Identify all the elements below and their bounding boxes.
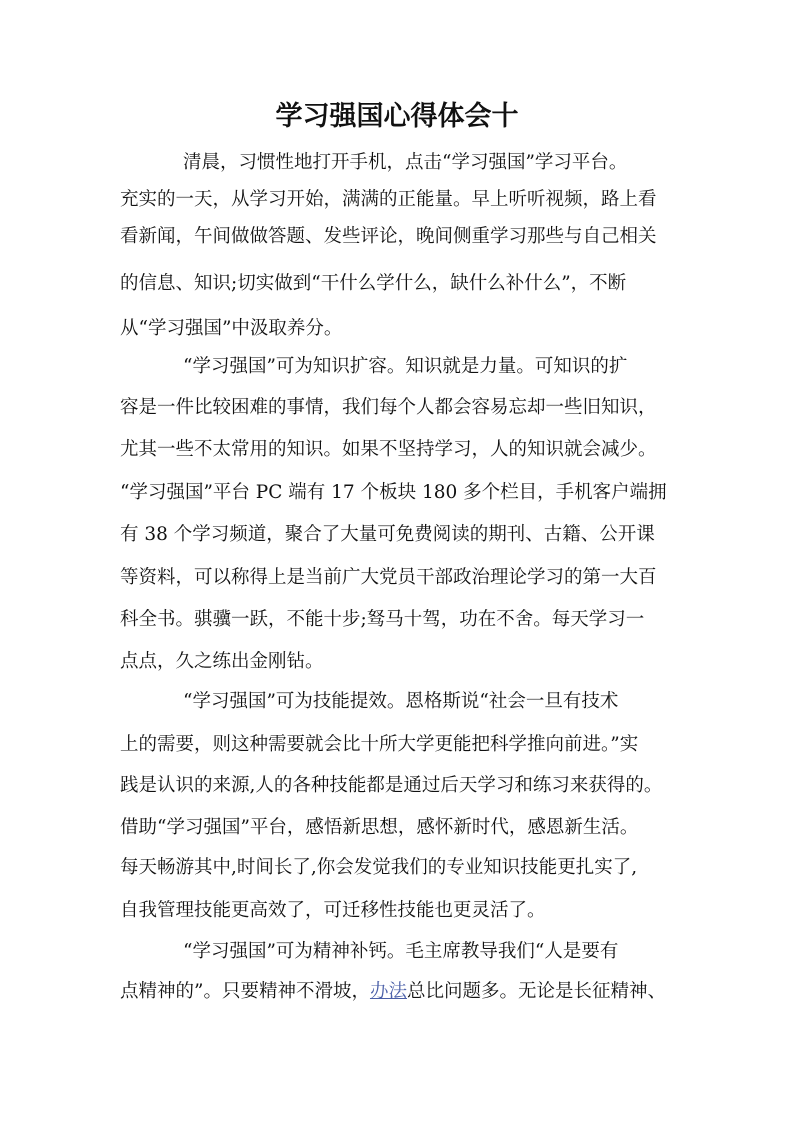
document-title: 学习强国心得体会十 [275,101,519,132]
paragraph-line: 看新闻，午间做做答题、发些评论，晚间侧重学习那些与自己相关 [120,226,657,247]
paragraph-line: 践是认识的来源,人的各种技能都是通过后天学习和练习来获得的。 [120,775,663,796]
paragraph-line: “学习强国”可为技能提效。恩格斯说“社会一旦有技术 [183,691,619,712]
paragraph-line: 的信息、知识;切实做到“干什么学什么，缺什么补什么”，不断 [120,273,627,294]
paragraph-line: 充实的一天，从学习开始，满满的正能量。早上听听视频，路上看 [120,189,657,210]
paragraph-line: 上的需要，则这种需要就会比十所大学更能把科学推向前进。”实 [120,734,639,755]
paragraph-line: 等资料，可以称得上是当前广大党员干部政治理论学习的第一大百 [120,567,657,588]
line-text-before: 点精神的”。只要精神不滑坡， [120,981,370,1002]
paragraph-line: “学习强国”可为知识扩容。知识就是力量。可知识的扩 [183,356,628,377]
paragraph-line: “学习强国”平台 PC 端有 17 个板块 180 多个栏目，手机客户端拥 [120,482,667,503]
paragraph-line: 从“学习强国”中汲取养分。 [120,318,343,339]
paragraph-line: 科全书。骐骥一跃，不能十步;驽马十驾，功在不舍。每天学习一 [120,609,645,630]
paragraph-line-with-link [120,974,680,1010]
paragraph-line: 借助“学习强国”平台，感悟新思想，感怀新时代，感恩新生活。 [120,817,639,838]
inline-link[interactable]: 办法 [369,981,407,1002]
paragraph-line: 点点，久之练出金刚钻。 [120,651,324,672]
paragraph-line: 尤其一些不太常用的知识。如果不坚持学习，人的知识就会减少。 [120,439,657,460]
paragraph-line: 清晨，习惯性地打开手机，点击“学习强国”学习平台。 [183,152,628,173]
line-text-after: 总比问题多。无论是长征精神、 [406,981,666,1002]
paragraph-line: 有 38 个学习频道，聚合了大量可免费阅读的期刊、古籍、公开课 [120,524,655,545]
paragraph-line: 自我管理技能更高效了，可迁移性技能也更灵活了。 [120,900,546,921]
paragraph-line: “学习强国”可为精神补钙。毛主席教导我们“人是要有 [183,941,619,962]
paragraph-line: 容是一件比较困难的事情，我们每个人都会容易忘却一些旧知识， [120,397,657,418]
paragraph-line: 每天畅游其中,时间长了,你会发觉我们的专业知识技能更扎实了, [120,857,638,878]
